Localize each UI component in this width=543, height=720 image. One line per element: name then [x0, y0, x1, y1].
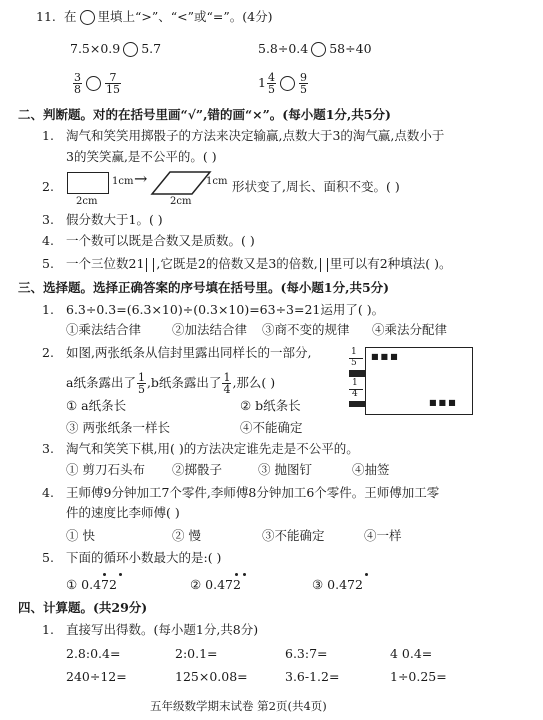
q5-part-a: 一个三位数21 — [66, 256, 145, 271]
s3-q4-opt-4: ④一样 — [364, 528, 402, 543]
s4-q1-text: 直接写出得数。(每小题1分,共8分) — [66, 622, 259, 637]
s3-q2-opt-1: ① a纸条长 — [66, 398, 127, 413]
strip-b-label-top: 1 — [352, 378, 358, 388]
q11-prompt-a: 在 — [64, 9, 77, 24]
s3-q2-number: 2. — [42, 345, 54, 360]
arrow-right-icon: → — [134, 169, 148, 188]
s3-q4-opt-3: ③不能确定 — [262, 528, 325, 543]
s3-q1-opt-2: ②加法结合律 — [172, 322, 248, 337]
s2-q2-number: 2. — [42, 179, 54, 194]
strip-b-label-bottom: 4 — [352, 389, 358, 399]
s2-q1-line1: 淘气和笑笑用掷骰子的方法来决定输赢,点数大于3的淘气赢,点数小于 — [66, 128, 445, 143]
calc-r1-c3: 6.3:7= — [285, 646, 328, 661]
q11-item-1 — [70, 41, 161, 57]
fraction: $\frac{7}{15}$ — [106, 71, 120, 96]
section-2-title: 二、判断题。对的在括号里画“√”,错的画“×”。(每小题1分,共5分) — [18, 107, 391, 122]
s3-q4-opt-2: ② 慢 — [172, 528, 201, 543]
expr-left: 7.5×0.9 — [70, 41, 121, 56]
q11-prompt-b: 里填上“>”、“<”或“=”。(4分) — [97, 9, 273, 24]
s3-q3-opt-4: ④抽签 — [352, 462, 390, 477]
s3-q1-opt-3: ③商不变的规律 — [262, 322, 350, 337]
answer-circle-icon — [80, 10, 95, 25]
repeat-dot-icon — [235, 573, 238, 576]
fraction: $\frac{4}{5}$ — [267, 71, 275, 96]
q11-item-3 — [72, 72, 122, 95]
s2-q2-label-1cm-b: 1cm — [206, 176, 228, 187]
s2-q1-number: 1. — [42, 128, 54, 143]
repeat-dot-icon — [365, 573, 368, 576]
s3-q1-number: 1. — [42, 302, 54, 317]
q11-item-2 — [258, 41, 372, 57]
decor-squares-top: ■■■ — [371, 352, 400, 361]
rectangle-figure — [67, 172, 109, 194]
q5-part-b: ,它既是2的倍数又是3的倍数, — [156, 256, 318, 271]
expr-right: 58÷40 — [329, 41, 372, 56]
s2-q3-number: 3. — [42, 212, 54, 227]
s3-q5-number: 5. — [42, 550, 54, 565]
repeat-dot-icon — [243, 573, 246, 576]
answer-circle[interactable] — [86, 76, 101, 91]
calc-r1-c2: 2:0.1= — [175, 646, 218, 661]
s2-q1-line2: 3的笑笑赢,是不公平的。( ) — [66, 149, 217, 164]
expr-right: 5.7 — [141, 41, 162, 56]
s3-q1-text: 6.3÷0.3=(6.3×10)÷(0.3×10)=63÷3=21运用了( )。 — [66, 302, 385, 317]
strip-a-label-top: 1 — [351, 347, 357, 357]
s2-q2-text: 形状变了,周长、面积不变。( ) — [232, 179, 400, 194]
s3-q2-line1: 如图,两张纸条从信封里露出同样长的一部分, — [66, 345, 312, 360]
calc-r2-c4: 1÷0.25= — [390, 669, 447, 684]
fraction: $\frac{1}{4}$ — [223, 371, 231, 396]
q11-number: 11. — [36, 9, 56, 24]
s2-q5-number: 5. — [42, 256, 54, 271]
s2-q2-width-b: 2cm — [170, 196, 192, 207]
s2-q5-text — [66, 256, 451, 272]
fraction: $\frac{9}{5}$ — [299, 71, 307, 96]
fraction: $\frac{1}{5}$ — [137, 371, 145, 396]
envelope-figure — [347, 344, 473, 414]
q11-prompt — [64, 9, 273, 25]
answer-circle[interactable] — [123, 42, 138, 57]
parallelogram-figure — [150, 170, 212, 196]
repeat-dot-icon — [119, 573, 122, 576]
s2-q4-number: 4. — [42, 233, 54, 248]
s3-q2-opt-4: ④不能确定 — [240, 420, 303, 435]
s3-q3-opt-3: ③ 抛图钉 — [258, 462, 312, 477]
s2-q2-label-1cm-a: 1cm — [112, 176, 134, 187]
s3-q2-opt-3: ③ 两张纸条一样长 — [66, 420, 170, 435]
calc-r2-c1: 240÷12= — [66, 669, 127, 684]
answer-circle[interactable] — [280, 76, 295, 91]
section-4-title: 四、计算题。(共29分) — [18, 600, 148, 615]
s3-q5-opt-1: ① 0.472 — [66, 577, 117, 592]
s3-q3-opt-2: ②掷骰子 — [172, 462, 223, 477]
whole-number: 1 — [258, 75, 266, 90]
strip-b — [349, 401, 365, 407]
q11-item-4 — [258, 72, 309, 95]
q2-part-c: ,那么( ) — [232, 375, 276, 390]
calc-r2-c2: 125×0.08= — [175, 669, 248, 684]
calc-r2-c3: 3.6-1.2= — [285, 669, 340, 684]
s2-q2-width-a: 2cm — [76, 196, 98, 207]
expr-left: 5.8÷0.4 — [258, 41, 309, 56]
s3-q1-opt-4: ④乘法分配律 — [372, 322, 448, 337]
digit-blank[interactable] — [146, 258, 154, 272]
answer-circle[interactable] — [311, 42, 326, 57]
s3-q4-number: 4. — [42, 485, 54, 500]
section-3-title: 三、选择题。选择正确答案的序号填在括号里。(每小题1分,共5分) — [18, 280, 390, 295]
s2-q4-text: 一个数可以既是合数又是质数。( ) — [66, 233, 255, 248]
s3-q4-opt-1: ① 快 — [66, 528, 95, 543]
s3-q4-line1: 王师傅9分钟加工7个零件,李师傅8分钟加工6个零件。王师傅加工零 — [66, 485, 440, 500]
calc-r1-c1: 2.8:0.4= — [66, 646, 121, 661]
digit-blank-icon — [320, 258, 328, 272]
s3-q2-line2 — [66, 372, 275, 395]
repeat-dot-icon — [103, 573, 106, 576]
s3-q1-opt-1: ①乘法结合律 — [66, 322, 142, 337]
strip-a-label-bottom: 5 — [351, 358, 357, 368]
s3-q5-opt-2: ② 0.472 — [190, 577, 241, 592]
s2-q3-text: 假分数大于1。( ) — [66, 212, 163, 227]
s3-q2-opt-2: ② b纸条长 — [240, 398, 301, 413]
page-footer: 五年级数学期末试卷 第2页(共4页) — [150, 699, 327, 713]
q5-part-c: 里可以有2种填法( )。 — [329, 256, 452, 271]
q2-part-a: a纸条露出了 — [66, 375, 136, 390]
s3-q3-opt-1: ① 剪刀石头布 — [66, 462, 145, 477]
q2-part-b: ,b纸条露出了 — [146, 375, 222, 390]
s3-q5-text: 下面的循环小数最大的是:( ) — [66, 550, 222, 565]
s3-q5-opt-3: ③ 0.472 — [312, 577, 363, 592]
fraction: $\frac{3}{8}$ — [74, 71, 81, 96]
s4-q1-number: 1. — [42, 622, 54, 637]
calc-r1-c4: 4 0.4= — [390, 646, 433, 661]
s3-q4-line2: 件的速度比李师傅( ) — [66, 505, 180, 520]
decor-squares-bottom: ■■■ — [429, 398, 458, 407]
s3-q3-number: 3. — [42, 441, 54, 456]
s3-q3-text: 淘气和笑笑下棋,用( )的方法决定谁先走是不公平的。 — [66, 441, 359, 456]
strip-a — [349, 370, 365, 377]
